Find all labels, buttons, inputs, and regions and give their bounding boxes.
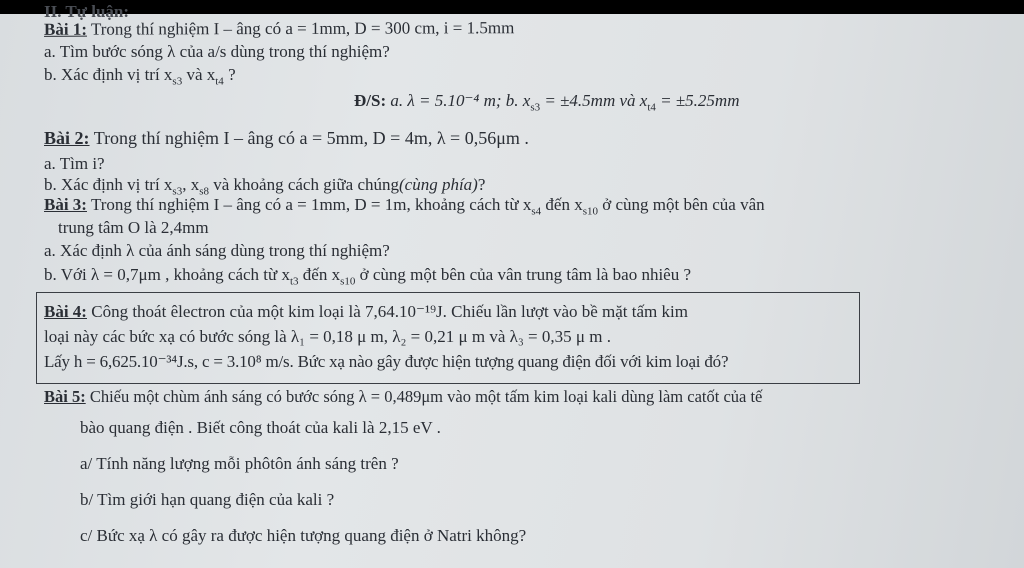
bai1-statement (44, 18, 514, 40)
bai2-question-a: a. Tìm i? (44, 154, 105, 173)
bai1-answer-mid: = ±4.5mm và x (540, 91, 648, 110)
bai2-b-mid: , x (182, 175, 200, 194)
bai2-statement (44, 128, 529, 148)
bai1-text: Trong thí nghiệm I – âng có a = 1mm, D = 300 cm, i = 1.5mm (90, 18, 515, 39)
bai1-question-a: a. Tìm bước sóng λ của a/s dùng trong thí nghiệm? (44, 42, 390, 61)
bai5-line1-text: Chiếu một chùm ánh sáng có bước sóng λ = 0,489μm vào một tấm kim loại kali dùng làm catốt của tế (89, 387, 763, 406)
bai1-b-end: ? (223, 65, 236, 84)
bai4-line1-text: Công thoát êlectron của một kim loại là 7,64.10⁻¹⁹J. Chiếu lần lượt vào bề mặt tấm kim (91, 302, 688, 321)
bai3-question-a: a. Xác định λ của ánh sáng dùng trong thí nghiệm? (44, 241, 390, 260)
bai1-answer-end: = ±5.25mm (655, 91, 740, 110)
bai1-answer-label: Đ/S: (354, 91, 387, 110)
bai3-sub1: s4 (531, 205, 542, 218)
bai3-b-mid: đến x (298, 265, 341, 284)
bai4-title: Bài 4: (44, 302, 87, 321)
bai5-question-b: b/ Tìm giới hạn quang điện của kali ? (80, 490, 335, 509)
bai2-b-post: và khoảng cách giữa chúng (208, 175, 399, 194)
bai1-answer-sub1: s3 (530, 101, 541, 114)
bai1-question-b (44, 65, 236, 91)
bai3-line2: trung tâm O là 2,4mm (58, 218, 209, 237)
bai3-title: Bài 3: (44, 195, 87, 214)
bai3-b-sub1: t3 (289, 275, 299, 288)
bai3-sub2: s10 (582, 205, 598, 218)
bai2-text: Trong thí nghiệm I – âng có a = 5mm, D = 4m, λ = 0,56μm . (93, 128, 529, 148)
bai1-b-sub1: s3 (172, 75, 183, 88)
bai3-text-mid: đến x (541, 195, 583, 214)
bai2-b-pre: b. Xác định vị trí x (44, 175, 173, 194)
bai4-line2: loại này các bức xạ có bước sóng là λ₁ = 0,18 μ m, λ₂ = 0,21 μ m và λ₃ = 0,35 μ m . (44, 327, 611, 346)
bai3-text-post: ở cùng một bên của vân (597, 195, 765, 214)
bai2-title: Bài 2: (44, 128, 90, 148)
bai3-text-pre: Trong thí nghiệm I – âng có a = 1mm, D = 1m, khoảng cách từ x (90, 195, 532, 214)
bai1-answer-text: a. λ = 5.10⁻⁴ m; b. x (390, 91, 531, 110)
bai5-line2: bào quang điện . Biết công thoát của kali là 2,15 eV . (80, 418, 441, 437)
bai5-line1 (44, 387, 762, 407)
bai1-b-sub2: t4 (215, 75, 224, 88)
bai2-b-sub2: s8 (199, 185, 209, 198)
bai2-b-italic: (cùng phía) (399, 175, 478, 194)
bai1-answer-sub2: t4 (647, 101, 656, 114)
bai3-b-post: ở cùng một bên của vân trung tâm là bao nhiêu ? (355, 265, 692, 284)
bai1-answer (354, 91, 739, 117)
bai5-question-a: a/ Tính năng lượng mỗi phôtôn ánh sáng trên ? (80, 454, 399, 473)
bai5-question-c: c/ Bức xạ λ có gây ra được hiện tượng quang điện ở Natri không? (80, 526, 527, 545)
bai4-line3: Lấy h = 6,625.10⁻³⁴J.s, c = 3.10⁸ m/s. Bức xạ nào gây được hiện tượng quang điện đối với kim loại đó? (44, 352, 729, 371)
bai2-b-sub1: s3 (172, 185, 183, 198)
worksheet-photo (0, 2, 1024, 568)
bai5-title: Bài 5: (44, 387, 86, 406)
bai3-b-sub2: s10 (340, 275, 356, 288)
bai2-b-end: ? (477, 175, 486, 194)
bai1-b-mid: và x (182, 65, 216, 84)
section-header-partial: II. Tự luận: (44, 2, 130, 21)
top-black-bar (0, 0, 1024, 14)
bai3-question-b (44, 265, 691, 291)
bai1-b-text: b. Xác định vị trí x (44, 65, 173, 84)
bai4-line1 (44, 302, 688, 322)
bai3-b-pre: b. Với λ = 0,7μm , khoảng cách từ x (44, 265, 290, 284)
bai1-title: Bài 1: (43, 19, 88, 39)
